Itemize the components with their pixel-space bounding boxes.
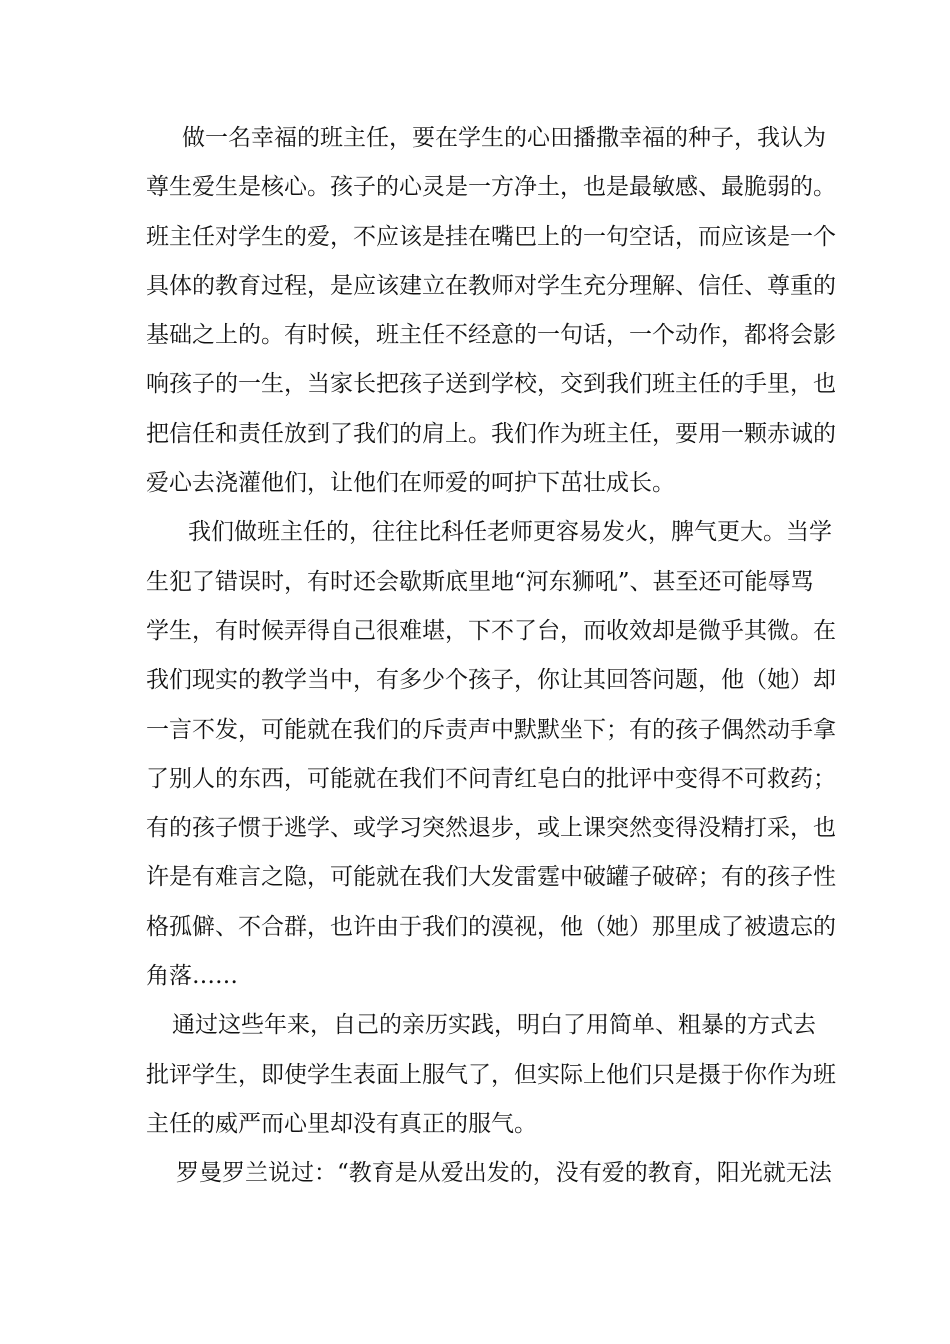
- paragraph-line: 主任的威严而心里却没有真正的服气。: [146, 1110, 537, 1137]
- paragraph-line: 尊生爱生是核心。孩子的心灵是一方净土，也是最敏感、最脆弱的。: [146, 174, 836, 201]
- paragraph-2: [146, 508, 836, 1001]
- paragraph-line: 罗曼罗兰说过：“教育是从爱出发的，没有爱的教育，阳光就无法: [176, 1160, 832, 1187]
- paragraph-line: 格孤僻、不合群，也许由于我们的漠视，他（她）那里成了被遗忘的: [146, 913, 836, 940]
- paragraph-line: 了别人的东西，可能就在我们不问青红皂白的批评中变得不可救药；: [146, 765, 836, 792]
- paragraph-line: 响孩子的一生，当家长把孩子送到学校，交到我们班主任的手里，也: [146, 371, 836, 398]
- paragraph-line: 许是有难言之隐，可能就在我们大发雷霆中破罐子破碎；有的孩子性: [146, 864, 836, 891]
- paragraph-1: [146, 114, 836, 508]
- body-text: [146, 114, 836, 1199]
- paragraph-line: 爱心去浇灌他们，让他们在师爱的呵护下茁壮成长。: [146, 470, 675, 497]
- paragraph-line: 批评学生，即使学生表面上服气了，但实际上他们只是摄于你作为班: [146, 1061, 836, 1088]
- paragraph-line: 班主任对学生的爱，不应该是挂在嘴巴上的一句空话，而应该是一个: [146, 223, 836, 250]
- paragraph-line: 我们做班主任的，往往比科任老师更容易发火，脾气更大。当学: [188, 519, 832, 546]
- paragraph-line: 做一名幸福的班主任，要在学生的心田播撒幸福的种子，我认为: [182, 125, 826, 151]
- paragraph-3: [146, 1001, 836, 1149]
- paragraph-line: 生犯了错误时，有时还会歇斯底里地“河东狮吼”、甚至还可能辱骂: [146, 568, 814, 595]
- paragraph-line: 我们现实的教学当中，有多少个孩子，你让其回答问题，他（她）却: [146, 667, 836, 694]
- paragraph-4: [146, 1149, 832, 1198]
- paragraph-line: 把信任和责任放到了我们的肩上。我们作为班主任，要用一颗赤诚的: [146, 420, 836, 447]
- paragraph-line: 具体的教育过程，是应该建立在教师对学生充分理解、信任、尊重的: [146, 272, 836, 299]
- paragraph-line: 有的孩子惯于逃学、或学习突然退步，或上课突然变得没精打采，也: [146, 815, 836, 842]
- paragraph-line: 一言不发，可能就在我们的斥责声中默默坐下；有的孩子偶然动手拿: [146, 716, 836, 743]
- paragraph-line: 学生，有时候弄得自己很难堪，下不了台，而收效却是微乎其微。在: [146, 617, 836, 644]
- paragraph-line: 角落……: [146, 963, 238, 990]
- paragraph-line: 通过这些年来，自己的亲历实践，明白了用简单、粗暴的方式去: [172, 1012, 816, 1039]
- paragraph-line: 基础之上的。有时候，班主任不经意的一句话，一个动作，都将会影: [146, 322, 836, 349]
